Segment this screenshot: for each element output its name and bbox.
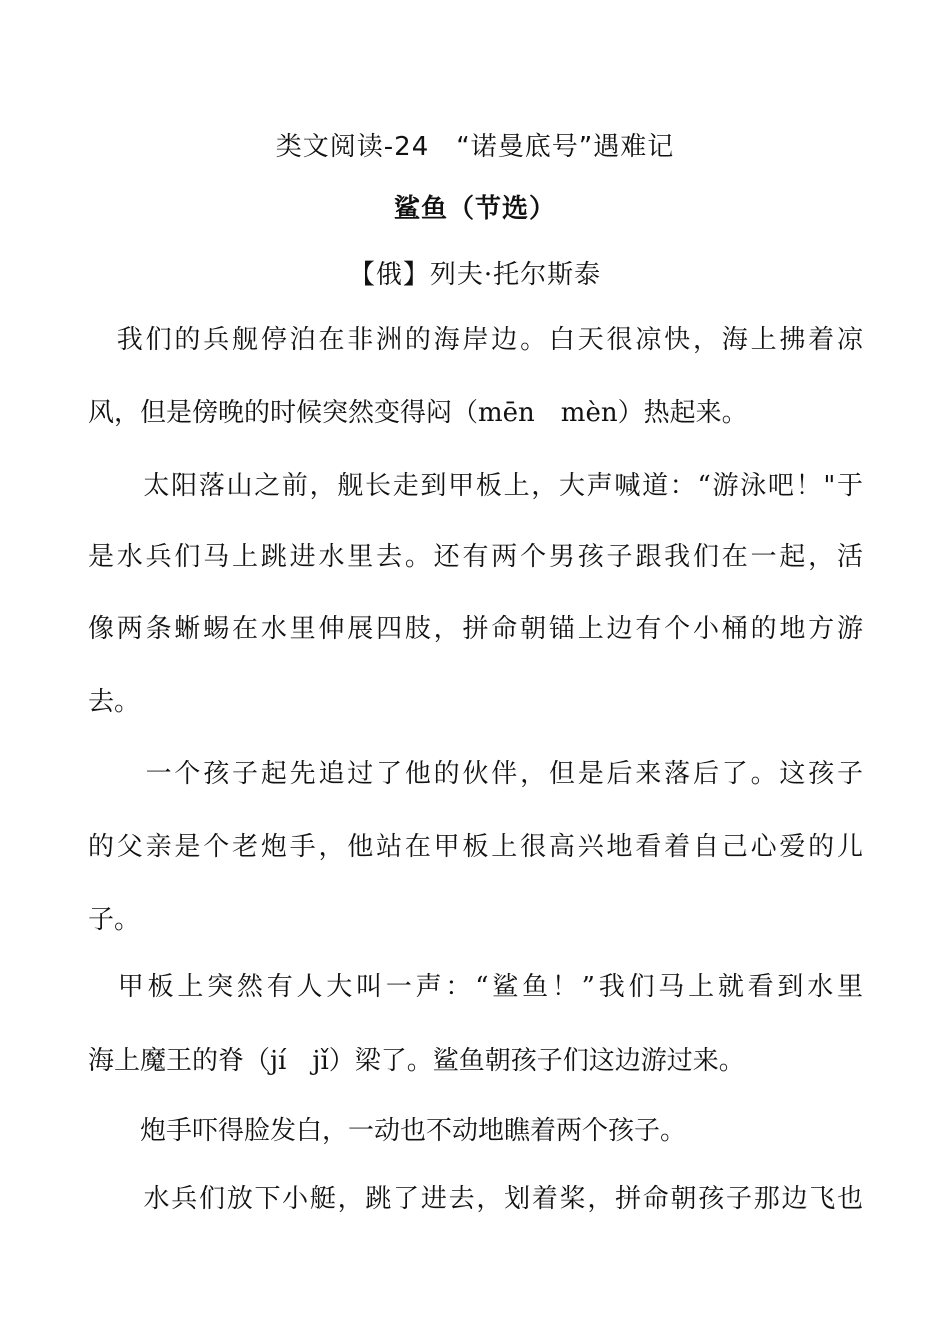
article-title: 鲨鱼（节选） [393,194,556,224]
text-line-4: 是水兵们马上跳进水里去。还有两个男孩子跟我们在一起，活 [88,542,863,572]
article-author: 【俄】列夫·托尔斯泰 [348,260,602,290]
text-line-9: 子。 [88,905,141,935]
text-line-13: 水兵们放下小艇，跳了进去，划着桨，拼命朝孩子那边飞也 [88,1184,863,1214]
text-line-12: 炮手吓得脸发白，一动也不动地瞧着两个孩子。 [88,1116,687,1146]
text-line-3: 太阳落山之前，舰长走到甲板上，大声喊道：“游泳吧！"于 [88,471,863,501]
article-series-title: 类文阅读-24 “诺曼底号”遇难记 [275,132,675,162]
text-line-7: 一个孩子起先追过了他的伙伴，但是后来落后了。这孩子 [88,759,863,789]
text-line-10: 甲板上突然有人大叫一声：“鲨鱼！”我们马上就看到水里 [88,972,863,1002]
text-line-2: 风，但是傍晚的时候突然变得闷（mēn mèn）热起来。 [88,398,748,428]
text-line-8: 的父亲是个老炮手，他站在甲板上很高兴地看着自己心爱的儿 [88,832,863,862]
text-line-11: 海上魔王的脊（jí jǐ）梁了。鲨鱼朝孩子们这边游过来。 [88,1046,745,1076]
text-line-1: 我们的兵舰停泊在非洲的海岸边。白天很凉快，海上拂着凉 [88,325,863,355]
text-line-6: 去。 [88,687,141,717]
text-line-5: 像两条蜥蜴在水里伸展四肢，拼命朝锚上边有个小桶的地方游 [88,614,863,644]
